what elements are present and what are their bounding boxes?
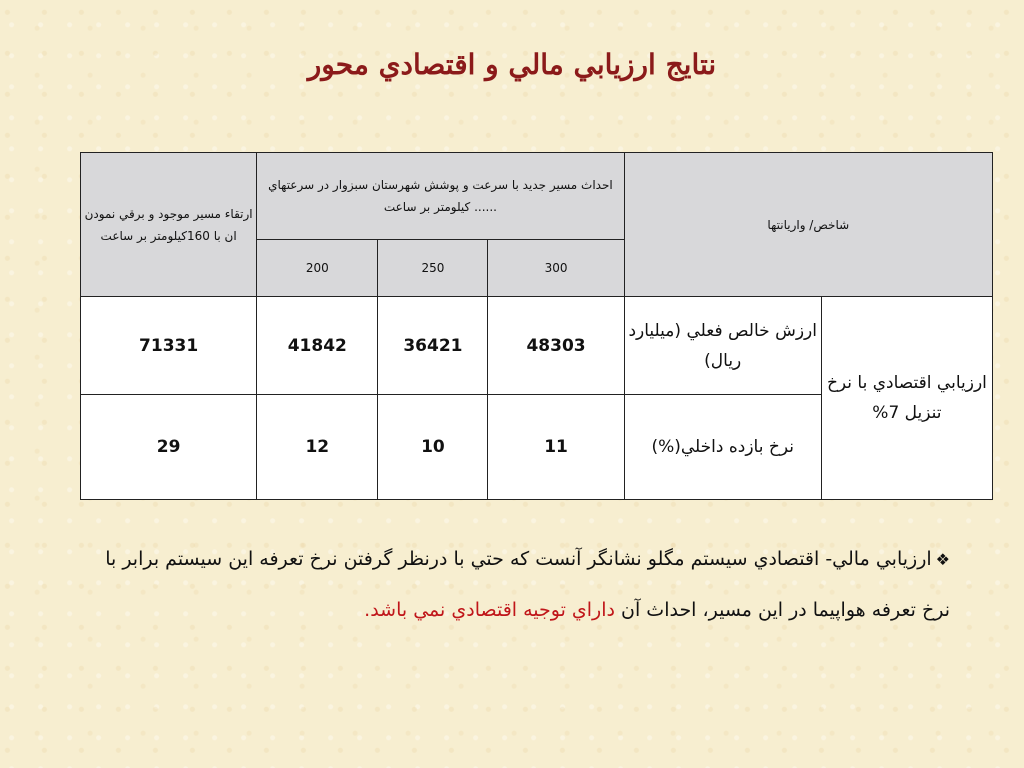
row-label-irr: نرخ بازده داخلي(%) xyxy=(624,395,821,500)
results-table xyxy=(80,152,993,500)
cell-irr-250: 10 xyxy=(378,395,488,500)
diamond-bullet-icon: ❖ xyxy=(935,550,950,569)
group-label: ارزيابي اقتصادي با نرخ تنزيل 7% xyxy=(821,297,992,500)
cell-irr-300: 11 xyxy=(488,395,624,500)
header-new-route: احداث مسير جديد با سرعت و پوشش شهرستان سبزوار در سرعتهاي ...... کيلومتر بر ساعت xyxy=(257,153,624,240)
conclusion-emphasis: داراي توجيه اقتصادي نمي باشد. xyxy=(364,599,615,621)
header-indicator: شاخص/ واريانتها xyxy=(624,153,992,297)
cell-irr-upgrade: 29 xyxy=(81,395,257,500)
header-speed-250: 250 xyxy=(378,240,488,297)
cell-npv-upgrade: 71331 xyxy=(81,297,257,395)
cell-npv-250: 36421 xyxy=(378,297,488,395)
conclusion-paragraph xyxy=(80,534,950,635)
conclusion-text: ارزيابي مالي- اقتصادي سيستم مگلو نشانگر آنست که حتي با درنظر گرفتن نرخ تعرفه اين سيستم برابر با نرخ تعرفه هواپيما در اين مسير، احداث آن xyxy=(105,548,950,621)
cell-npv-200: 41842 xyxy=(257,297,378,395)
cell-irr-200: 12 xyxy=(257,395,378,500)
header-speed-200: 200 xyxy=(257,240,378,297)
header-upgrade-route: ارتقاء مسير موجود و برقي نمودن ان با 160کيلومتر بر ساعت xyxy=(81,153,257,297)
table-row xyxy=(81,297,993,395)
page-title: نتايج ارزيابي مالي و اقتصادي محور xyxy=(307,48,717,81)
row-label-npv: ارزش خالص فعلي (ميليارد ريال) xyxy=(624,297,821,395)
cell-npv-300: 48303 xyxy=(488,297,624,395)
header-speed-300: 300 xyxy=(488,240,624,297)
